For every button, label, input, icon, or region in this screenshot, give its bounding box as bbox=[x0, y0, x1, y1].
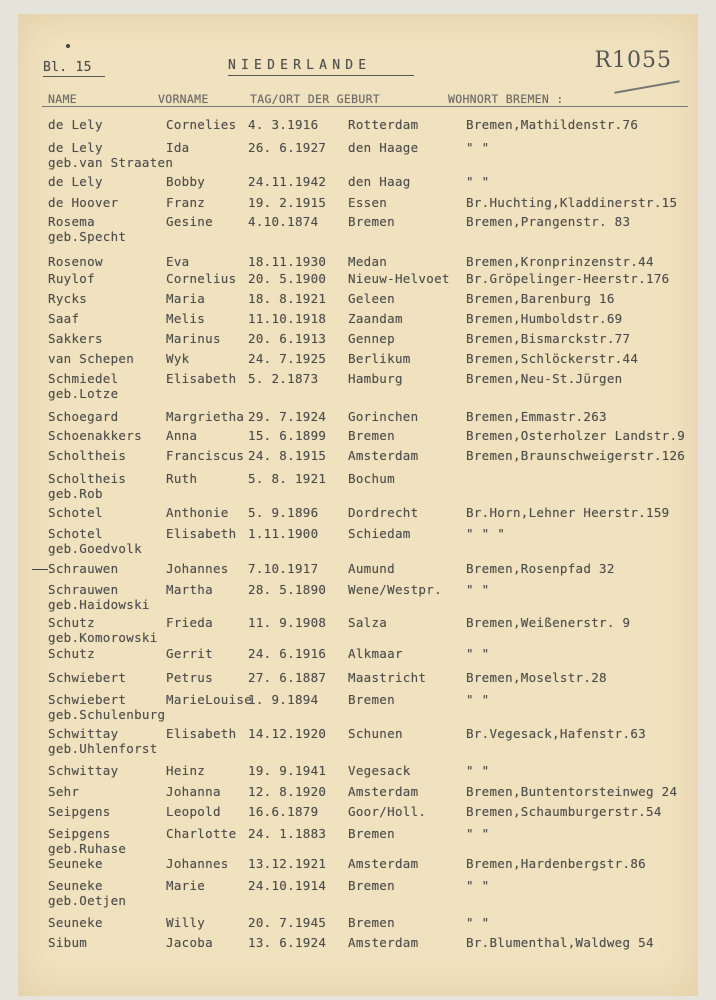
address-cell: Br.Horn,Lehner Heerstr.159 bbox=[466, 505, 670, 520]
surname-cell: Sibum bbox=[48, 935, 88, 950]
birth-place-cell: Bremen bbox=[348, 428, 395, 443]
first-name-cell: Wyk bbox=[166, 351, 190, 366]
birth-place-cell: Amsterdam bbox=[348, 784, 419, 799]
birth-date-cell: 24.11.1942 bbox=[248, 174, 327, 189]
first-name-cell: Bobby bbox=[166, 174, 206, 189]
address-cell: Bremen,Bismarckstr.77 bbox=[466, 331, 631, 346]
table-row bbox=[18, 371, 698, 405]
first-name-cell: Gesine bbox=[166, 214, 213, 229]
surname-cell: Schutz bbox=[48, 615, 95, 630]
birth-place-cell: Wene/Westpr. bbox=[348, 582, 442, 597]
first-name-cell: Melis bbox=[166, 311, 206, 326]
birth-date-cell: 1.11.1900 bbox=[248, 526, 319, 541]
table-row bbox=[18, 692, 698, 726]
birth-place-cell: Aumund bbox=[348, 561, 395, 576]
first-name-cell: Charlotte bbox=[166, 826, 237, 841]
birth-place-cell: Essen bbox=[348, 195, 388, 210]
surname-cell: Sehr bbox=[48, 784, 80, 799]
birth-place-cell: Bremen bbox=[348, 878, 395, 893]
address-cell: Bremen,Braunschweigerstr.126 bbox=[466, 448, 686, 463]
maiden-name-cell: geb.Komorowski bbox=[48, 630, 158, 645]
first-name-cell: Heinz bbox=[166, 763, 206, 778]
birth-date-cell: 1. 9.1894 bbox=[248, 692, 319, 707]
first-name-cell: Willy bbox=[166, 915, 206, 930]
surname-cell: Schutz bbox=[48, 646, 95, 661]
address-cell: Bremen,Weißenerstr. 9 bbox=[466, 615, 631, 630]
sheet-number-underline bbox=[43, 76, 105, 77]
birth-place-cell: Dordrecht bbox=[348, 505, 419, 520]
table-row bbox=[18, 140, 698, 174]
maiden-name-cell: geb.Oetjen bbox=[48, 893, 127, 908]
surname-cell: Scholtheis bbox=[48, 448, 127, 463]
first-name-cell: Margrietha bbox=[166, 409, 245, 424]
address-cell: Bremen,Schaumburgerstr.54 bbox=[466, 804, 662, 819]
surname-cell: Schwiebert bbox=[48, 670, 127, 685]
first-name-cell: Anthonie bbox=[166, 505, 229, 520]
birth-place-cell: Vegesack bbox=[348, 763, 411, 778]
maiden-name-cell: geb.Rob bbox=[48, 486, 103, 501]
birth-date-cell: 4. 3.1916 bbox=[248, 117, 319, 132]
first-name-cell: Johanna bbox=[166, 784, 221, 799]
address-cell: Bremen,Hardenbergstr.86 bbox=[466, 856, 646, 871]
first-name-cell: Martha bbox=[166, 582, 213, 597]
surname-cell: Schrauwen bbox=[48, 582, 119, 597]
first-name-cell: Elisabeth bbox=[166, 526, 237, 541]
surname-cell: Seipgens bbox=[48, 826, 111, 841]
birth-place-cell: den Haag bbox=[348, 174, 411, 189]
birth-place-cell: Gennep bbox=[348, 331, 395, 346]
surname-cell: Sakkers bbox=[48, 331, 103, 346]
table-row bbox=[18, 214, 698, 248]
surname-cell: Schwittay bbox=[48, 726, 119, 741]
address-cell: " " " bbox=[466, 526, 506, 541]
birth-place-cell: Berlikum bbox=[348, 351, 411, 366]
surname-cell: Saaf bbox=[48, 311, 80, 326]
birth-date-cell: 20. 7.1945 bbox=[248, 915, 327, 930]
surname-cell: Seipgens bbox=[48, 804, 111, 819]
birth-date-cell: 18. 8.1921 bbox=[248, 291, 327, 306]
birth-place-cell: Schiedam bbox=[348, 526, 411, 541]
birth-date-cell: 13. 6.1924 bbox=[248, 935, 327, 950]
birth-place-cell: den Haage bbox=[348, 140, 419, 155]
birth-place-cell: Bremen bbox=[348, 826, 395, 841]
address-cell: Br.Gröpelinger-Heerstr.176 bbox=[466, 271, 670, 286]
table-row bbox=[18, 615, 698, 649]
address-cell: Bremen,Schlöckerstr.44 bbox=[466, 351, 639, 366]
birth-place-cell: Medan bbox=[348, 254, 388, 269]
address-cell: Br.Vegesack,Hafenstr.63 bbox=[466, 726, 646, 741]
maiden-name-cell: geb.van Straaten bbox=[48, 155, 174, 170]
birth-date-cell: 20. 5.1900 bbox=[248, 271, 327, 286]
surname-cell: Rycks bbox=[48, 291, 88, 306]
birth-place-cell: Bochum bbox=[348, 471, 395, 486]
table-row bbox=[18, 526, 698, 560]
surname-cell: Seuneke bbox=[48, 878, 103, 893]
birth-date-cell: 26. 6.1927 bbox=[248, 140, 327, 155]
birth-date-cell: 28. 5.1890 bbox=[248, 582, 327, 597]
birth-date-cell: 24. 7.1925 bbox=[248, 351, 327, 366]
document-sheet bbox=[18, 14, 698, 996]
birth-date-cell: 24. 8.1915 bbox=[248, 448, 327, 463]
address-cell: " " bbox=[466, 174, 490, 189]
ink-dot bbox=[66, 44, 70, 48]
surname-cell: Ruylof bbox=[48, 271, 95, 286]
birth-date-cell: 13.12.1921 bbox=[248, 856, 327, 871]
birth-date-cell: 11. 9.1908 bbox=[248, 615, 327, 630]
address-cell: Bremen,Osterholzer Landstr.9 bbox=[466, 428, 686, 443]
first-name-cell: Marie bbox=[166, 878, 206, 893]
birth-place-cell: Hamburg bbox=[348, 371, 403, 386]
surname-cell: Rosenow bbox=[48, 254, 103, 269]
birth-date-cell: 19. 2.1915 bbox=[248, 195, 327, 210]
first-name-cell: Anna bbox=[166, 428, 198, 443]
birth-date-cell: 24. 6.1916 bbox=[248, 646, 327, 661]
birth-place-cell: Salza bbox=[348, 615, 388, 630]
table-row bbox=[18, 471, 698, 505]
first-name-cell: Frieda bbox=[166, 615, 213, 630]
address-cell: Br.Huchting,Kladdinerstr.15 bbox=[466, 195, 678, 210]
address-cell: Br.Blumenthal,Waldweg 54 bbox=[466, 935, 654, 950]
address-cell: Bremen,Prangenstr. 83 bbox=[466, 214, 631, 229]
address-cell: " " bbox=[466, 826, 490, 841]
header-rule bbox=[42, 106, 688, 107]
surname-cell: Schmiedel bbox=[48, 371, 119, 386]
surname-cell: Rosema bbox=[48, 214, 95, 229]
address-cell: Bremen,Mathildenstr.76 bbox=[466, 117, 639, 132]
birth-place-cell: Bremen bbox=[348, 214, 395, 229]
first-name-cell: Johannes bbox=[166, 561, 229, 576]
birth-place-cell: Geleen bbox=[348, 291, 395, 306]
table-row bbox=[18, 726, 698, 760]
birth-date-cell: 16.6.1879 bbox=[248, 804, 319, 819]
birth-place-cell: Zaandam bbox=[348, 311, 403, 326]
birth-date-cell: 12. 8.1920 bbox=[248, 784, 327, 799]
birth-date-cell: 19. 9.1941 bbox=[248, 763, 327, 778]
address-cell: " " bbox=[466, 692, 490, 707]
header-first-name: VORNAME bbox=[158, 92, 209, 106]
header-name: NAME bbox=[48, 92, 77, 106]
first-name-cell: Eva bbox=[166, 254, 190, 269]
first-name-cell: Ruth bbox=[166, 471, 198, 486]
surname-cell: Seuneke bbox=[48, 856, 103, 871]
birth-date-cell: 5. 9.1896 bbox=[248, 505, 319, 520]
surname-cell: Schwiebert bbox=[48, 692, 127, 707]
address-cell: Bremen,Neu-St.Jürgen bbox=[466, 371, 623, 386]
first-name-cell: Cornelius bbox=[166, 271, 237, 286]
maiden-name-cell: geb.Lotze bbox=[48, 386, 119, 401]
birth-date-cell: 7.10.1917 bbox=[248, 561, 319, 576]
address-cell: " " bbox=[466, 915, 490, 930]
surname-cell: de Lely bbox=[48, 174, 103, 189]
header-birth: TAG/ORT DER GEBURT bbox=[250, 92, 381, 106]
first-name-cell: Marinus bbox=[166, 331, 221, 346]
sheet-number: Bl. 15 bbox=[43, 60, 92, 75]
surname-cell: Schrauwen bbox=[48, 561, 119, 576]
birth-date-cell: 29. 7.1924 bbox=[248, 409, 327, 424]
address-cell: Bremen,Barenburg 16 bbox=[466, 291, 615, 306]
header-residence: WOHNORT BREMEN : bbox=[448, 92, 564, 106]
address-cell: Bremen,Buntentorsteinweg 24 bbox=[466, 784, 678, 799]
birth-place-cell: Amsterdam bbox=[348, 448, 419, 463]
birth-place-cell: Goor/Holl. bbox=[348, 804, 427, 819]
first-name-cell: Franz bbox=[166, 195, 206, 210]
birth-date-cell: 24. 1.1883 bbox=[248, 826, 327, 841]
birth-place-cell: Maastricht bbox=[348, 670, 427, 685]
birth-date-cell: 14.12.1920 bbox=[248, 726, 327, 741]
birth-date-cell: 5. 8. 1921 bbox=[248, 471, 327, 486]
birth-date-cell: 4.10.1874 bbox=[248, 214, 319, 229]
maiden-name-cell: geb.Haidowski bbox=[48, 597, 150, 612]
surname-cell: Scholtheis bbox=[48, 471, 127, 486]
birth-date-cell: 18.11.1930 bbox=[248, 254, 327, 269]
address-cell: Bremen,Humboldstr.69 bbox=[466, 311, 623, 326]
birth-date-cell: 15. 6.1899 bbox=[248, 428, 327, 443]
surname-cell: Schoegard bbox=[48, 409, 119, 424]
title-underline bbox=[228, 75, 414, 76]
address-cell: " " bbox=[466, 763, 490, 778]
birth-place-cell: Amsterdam bbox=[348, 856, 419, 871]
address-cell: Bremen,Kronprinzenstr.44 bbox=[466, 254, 654, 269]
first-name-cell: Franciscus bbox=[166, 448, 245, 463]
maiden-name-cell: geb.Goedvolk bbox=[48, 541, 142, 556]
surname-cell: Schotel bbox=[48, 526, 103, 541]
first-name-cell: Johannes bbox=[166, 856, 229, 871]
table-row bbox=[18, 935, 698, 969]
maiden-name-cell: geb.Ruhase bbox=[48, 841, 127, 856]
first-name-cell: Elisabeth bbox=[166, 726, 237, 741]
birth-place-cell: Bremen bbox=[348, 692, 395, 707]
surname-cell: van Schepen bbox=[48, 351, 135, 366]
address-cell: " " bbox=[466, 140, 490, 155]
first-name-cell: Jacoba bbox=[166, 935, 213, 950]
birth-date-cell: 20. 6.1913 bbox=[248, 331, 327, 346]
address-cell: Bremen,Rosenpfad 32 bbox=[466, 561, 615, 576]
first-name-cell: Gerrit bbox=[166, 646, 213, 661]
birth-date-cell: 24.10.1914 bbox=[248, 878, 327, 893]
maiden-name-cell: geb.Specht bbox=[48, 229, 127, 244]
address-cell: " " bbox=[466, 582, 490, 597]
surname-cell: de Lely bbox=[48, 140, 103, 155]
birth-date-cell: 5. 2.1873 bbox=[248, 371, 319, 386]
first-name-cell: Elisabeth bbox=[166, 371, 237, 386]
first-name-cell: Maria bbox=[166, 291, 206, 306]
surname-cell: de Hoover bbox=[48, 195, 119, 210]
archive-mark: R1055 bbox=[594, 48, 672, 73]
first-name-cell: Petrus bbox=[166, 670, 213, 685]
first-name-cell: Cornelies bbox=[166, 117, 237, 132]
first-name-cell: Leopold bbox=[166, 804, 221, 819]
birth-place-cell: Rotterdam bbox=[348, 117, 419, 132]
document-title: NIEDERLANDE bbox=[228, 58, 372, 73]
birth-date-cell: 11.10.1918 bbox=[248, 311, 327, 326]
table-row bbox=[18, 826, 698, 860]
surname-cell: Schwittay bbox=[48, 763, 119, 778]
maiden-name-cell: geb.Schulenburg bbox=[48, 707, 166, 722]
surname-cell: Seuneke bbox=[48, 915, 103, 930]
surname-cell: Schotel bbox=[48, 505, 103, 520]
surname-cell: Schoenakkers bbox=[48, 428, 142, 443]
first-name-cell: Ida bbox=[166, 140, 190, 155]
birth-place-cell: Amsterdam bbox=[348, 935, 419, 950]
birth-place-cell: Alkmaar bbox=[348, 646, 403, 661]
address-cell: " " bbox=[466, 878, 490, 893]
birth-place-cell: Gorinchen bbox=[348, 409, 419, 424]
address-cell: " " bbox=[466, 646, 490, 661]
first-name-cell: MarieLouise bbox=[166, 692, 253, 707]
maiden-name-cell: geb.Uhlenforst bbox=[48, 741, 158, 756]
table-row bbox=[18, 582, 698, 616]
surname-cell: de Lely bbox=[48, 117, 103, 132]
margin-mark bbox=[32, 569, 48, 570]
birth-place-cell: Bremen bbox=[348, 915, 395, 930]
table-row bbox=[18, 878, 698, 912]
birth-place-cell: Nieuw-Helvoet bbox=[348, 271, 450, 286]
birth-date-cell: 27. 6.1887 bbox=[248, 670, 327, 685]
address-cell: Bremen,Moselstr.28 bbox=[466, 670, 607, 685]
birth-place-cell: Schunen bbox=[348, 726, 403, 741]
address-cell: Bremen,Emmastr.263 bbox=[466, 409, 607, 424]
